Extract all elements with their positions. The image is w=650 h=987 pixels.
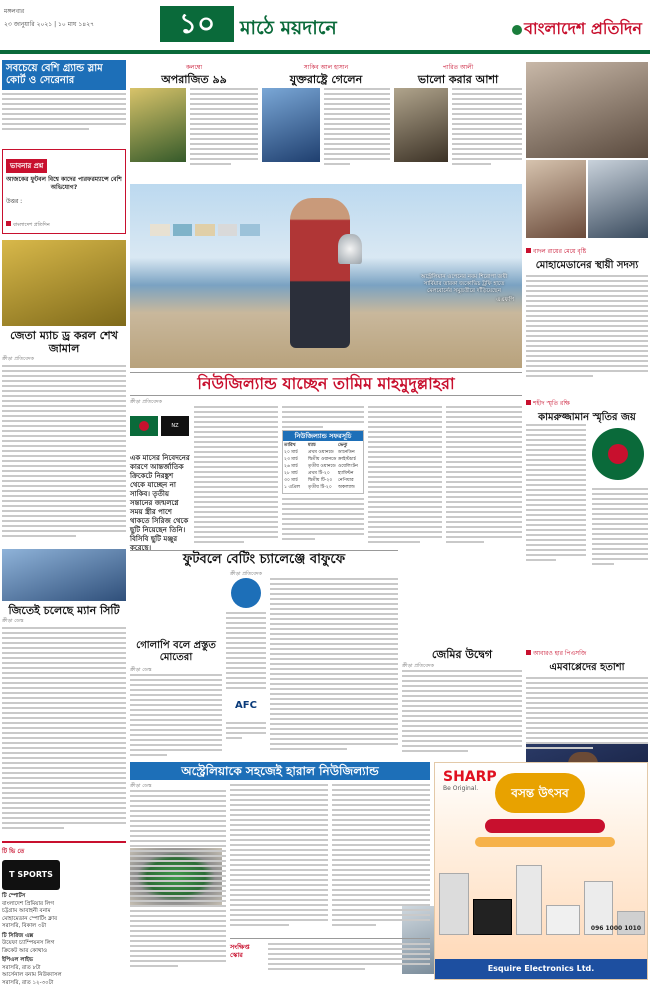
schedule-header: ম্যাচ bbox=[308, 443, 316, 448]
main-body-col2-top bbox=[282, 406, 364, 430]
top-story-1 bbox=[130, 62, 258, 180]
bullet-icon bbox=[526, 400, 531, 405]
jamie-body bbox=[402, 670, 522, 758]
bangladesh-flag-icon bbox=[130, 416, 158, 436]
football-byline: ক্রীড়া প্রতিবেদক bbox=[230, 571, 263, 577]
product-row bbox=[439, 855, 645, 935]
short-score-body bbox=[268, 943, 430, 979]
top-story-2-title: যুক্তরাষ্ট্রে গেলেন bbox=[289, 73, 363, 86]
schedule-cell: ২০ মার্চ bbox=[284, 450, 298, 455]
football-headline-bar bbox=[130, 550, 398, 570]
schedule-grid bbox=[283, 441, 363, 492]
bottom-body-col2 bbox=[230, 784, 328, 934]
page-number: ১০ bbox=[160, 6, 234, 42]
top-story-1-title: অপরাজিত ৯৯ bbox=[161, 73, 227, 86]
top-story-3-title: ভালো করার আশা bbox=[417, 73, 499, 86]
right-title-1: মোহামেডানের স্থায়ী সদস্য bbox=[535, 260, 639, 271]
schedule-cell: ক্রাইস্টচার্চ bbox=[338, 457, 357, 462]
offer-ribbon-2 bbox=[475, 837, 615, 847]
right-body-3 bbox=[526, 677, 648, 757]
right-body-2 bbox=[526, 424, 586, 574]
masthead bbox=[0, 0, 650, 58]
newspaper-logo: বাংলাদেশ প্রতিদিন bbox=[512, 16, 642, 43]
top-story-2 bbox=[262, 62, 390, 180]
top-story-3 bbox=[394, 62, 522, 180]
story2-byline: ক্রীড়া ডেস্ক bbox=[2, 618, 24, 624]
man-city-photo bbox=[2, 549, 126, 601]
top-story-1-label: কলম্বো bbox=[185, 64, 203, 71]
schedule-cell: ২৬ মার্চ bbox=[284, 464, 298, 469]
football-headline: ফুটবলে বেটিং চ্যালেঞ্জে বাফুফে bbox=[182, 552, 346, 567]
main-body-col2-bottom bbox=[282, 498, 364, 544]
refrigerator-icon bbox=[516, 865, 542, 935]
logo-icon bbox=[512, 25, 522, 35]
bullet-icon bbox=[6, 221, 11, 226]
poll-footer: বাংলাদেশ প্রতিদিন bbox=[6, 221, 122, 230]
basanta-utsab-badge: বসন্ত উৎসব bbox=[495, 773, 585, 813]
schedule-cell: ওয়েলিংটন bbox=[338, 464, 358, 469]
short-score-label: সংক্ষিপ্ত স্কোর bbox=[230, 943, 250, 959]
tv-guide-label: টি ভি তে bbox=[2, 848, 25, 855]
tv-guide-list: টি স্পোর্টস বাংলাদেশ প্রিমিয়ার লিগ চট্টগ্রাম আবাহনী বনাম মোহামেডান স্পোর্টিং ক্লাব সরাসরি, বিকাল ৩টা টি সিরিজ এক্স উয়েফা চ্যাম্পিয়নস লিগ ক্রিকেট আর কোথাও ইপিএল লাইভ সরাসরি, রাত ৮টা আর্সেনাল বনাম নিউক্যাসল সরাসরি, রাত ১২-৩০টা bbox=[2, 893, 62, 986]
jamie-headline: জেমির উদ্বেগ bbox=[431, 648, 493, 661]
section-title: মাঠে ময়দানে bbox=[240, 17, 337, 39]
main-byline: ক্রীড়া প্রতিবেদক bbox=[130, 399, 163, 405]
schedule-cell: ৩০ মার্চ bbox=[284, 478, 298, 483]
schedule-header: ভেন্যু bbox=[338, 443, 348, 448]
right-story-kamruzzaman bbox=[526, 398, 648, 578]
refrigerator-icon bbox=[439, 873, 469, 935]
motera-body bbox=[130, 674, 222, 758]
right-title-3: এমবাপ্পেদের হতাশা bbox=[549, 662, 625, 673]
right-body-2b bbox=[592, 488, 648, 574]
schedule-cell: দ্বিতীয় টি-২০ bbox=[308, 478, 333, 483]
washing-machine-icon bbox=[546, 905, 580, 935]
top-story-3-label: পারিত আলী bbox=[442, 64, 474, 71]
main-body-col4 bbox=[446, 406, 522, 544]
top-stories-row bbox=[130, 62, 522, 180]
tv-icon bbox=[473, 899, 513, 935]
main-body-col1 bbox=[194, 406, 278, 544]
left-box-body bbox=[2, 93, 126, 145]
left-column bbox=[2, 60, 126, 986]
schedule-cell: তৃতীয় ওয়ানডে bbox=[308, 464, 336, 469]
bottom-body-col3 bbox=[332, 784, 430, 934]
player-photo-3 bbox=[394, 88, 448, 162]
bottom-byline: ক্রীড়া ডেস্ক bbox=[130, 783, 152, 789]
short-score-box bbox=[230, 938, 430, 980]
right-photos-pair bbox=[526, 160, 648, 244]
schedule-cell: অকল্যান্ড bbox=[338, 485, 355, 490]
main-headline-bar bbox=[130, 372, 522, 396]
jamie-byline: ক্রীড়া প্রতিবেদক bbox=[402, 663, 435, 669]
main-story bbox=[130, 398, 522, 552]
player-figure bbox=[290, 198, 350, 348]
masthead-date: মঙ্গলবার ২৩ জানুয়ারি ২০২১ | ১০ মাঘ ১৪২৭ bbox=[4, 8, 95, 28]
motera-headline: গোলাপি বলে প্রস্তুত মোতেরা bbox=[136, 640, 216, 663]
hero-photo bbox=[130, 184, 522, 368]
right-tag-2: শহীদ স্মৃতি রক্ষি bbox=[526, 398, 648, 409]
sharp-tagline: Be Original. bbox=[443, 785, 479, 792]
schedule-table bbox=[282, 430, 364, 494]
schedule-cell: ডানেডিন bbox=[338, 450, 355, 455]
badal-roy-photo bbox=[526, 160, 586, 238]
new-zealand-logo-icon: NZ bbox=[161, 416, 189, 436]
schedule-cell: প্রথম ওয়ানডে bbox=[308, 450, 334, 455]
schedule-cell: হ্যামিল্টন bbox=[338, 471, 354, 476]
story1-title: জেতা ম্যাচ ড্র করল শেখ জামাল bbox=[10, 329, 118, 355]
poll-question: আজকের ফুটবল বিশ্বে কাদের পারফরম্যান্সে বেশি অভিযোগ? bbox=[6, 176, 122, 191]
sheikh-jamal-photo bbox=[2, 240, 126, 326]
bff-logo-area bbox=[226, 578, 266, 608]
main-pullquote: এক মাসের নিবেদনের কারণে আন্তর্জাতিক ক্রিকেটে নিরঙ্কুশ থেকে যাচ্ছেন না সাকিব। তৃতীয় সন্তানের জন্মলগ্নে সময় স্ত্রীর পাশে থাকতে সিরিজ থেকে ছুটি নিয়েছেন তিনি। বিসিবি ছুটি মঞ্জুর করেছে। bbox=[130, 454, 190, 552]
daughter-photo bbox=[588, 160, 648, 238]
hero-caption: অস্ট্রেলিয়ান ওপেনের নবম শিরোপা জয়ী সার্বিয়ার তারকা জকোভিচ ট্রফি হাতে মেলবোর্নের সমুদ্রতীরে দাঁড়িয়েছেন এএফপি bbox=[420, 274, 514, 303]
right-story-psg bbox=[526, 648, 648, 760]
schedule-cell: নেপিয়ার bbox=[338, 478, 354, 483]
sharp-logo: SHARP bbox=[443, 769, 497, 785]
bottom-body-col1 bbox=[130, 790, 226, 980]
offer-ribbon bbox=[485, 819, 605, 833]
schedule-title: নিউজিল্যান্ড সফরসূচি bbox=[283, 431, 363, 441]
right-tag-1: বাদল রায়ের মেয়ে বৃষ্টি bbox=[526, 246, 648, 257]
top-story-1-body bbox=[190, 88, 258, 178]
bottom-headline-bar bbox=[130, 762, 430, 780]
club-logo-icon bbox=[592, 428, 644, 480]
schedule-header: তারিখ bbox=[284, 443, 296, 448]
schedule-cell: তৃতীয় টি-২০ bbox=[308, 485, 332, 490]
tsports-logo: T SPORTS bbox=[2, 860, 60, 890]
poll-box bbox=[2, 149, 126, 234]
trophy-icon bbox=[338, 234, 362, 264]
right-title-2: কামরুজ্জামান স্মৃতির জয় bbox=[538, 412, 636, 423]
schedule-cell: ২৩ মার্চ bbox=[284, 457, 298, 462]
football-body-col1 bbox=[226, 612, 266, 752]
right-tag-3: আবারও হার পিএসজি bbox=[526, 648, 648, 659]
bullet-icon bbox=[526, 650, 531, 655]
top-story-2-label: সাকিব আল হাসান bbox=[303, 64, 349, 71]
right-photo-1 bbox=[526, 62, 648, 158]
schedule-cell: দ্বিতীয় ওয়ানডে bbox=[308, 457, 337, 462]
poll-answer-label: উত্তর : bbox=[6, 198, 23, 205]
player-photo-1 bbox=[130, 88, 186, 162]
story1-body bbox=[2, 365, 126, 545]
right-story-badal bbox=[526, 246, 648, 396]
poll-label: ভাবনার প্রশ্ন bbox=[6, 159, 47, 173]
flags bbox=[130, 406, 190, 446]
left-box-title: সবচেয়ে বেশি গ্র্যান্ড স্লাম কোর্ট ও সেরেনার bbox=[2, 60, 126, 90]
right-body-1 bbox=[526, 275, 648, 385]
main-body-col3 bbox=[368, 406, 442, 544]
main-headline: নিউজিল্যান্ড যাচ্ছেন তামিম মাহমুদুল্লাহরা bbox=[197, 374, 455, 393]
schedule-cell: প্রথম টি-২০ bbox=[308, 471, 330, 476]
tv-guide bbox=[2, 841, 126, 987]
motera-byline: ক্রীড়া ডেস্ক bbox=[130, 667, 152, 673]
esquire-logo: Esquire Electronics Ltd. bbox=[435, 959, 647, 979]
bullet-icon bbox=[526, 248, 531, 253]
beach-huts bbox=[150, 224, 260, 236]
football-body-col2 bbox=[270, 578, 398, 758]
top-story-2-body bbox=[324, 88, 390, 178]
schedule-cell: ২৮ মার্চ bbox=[284, 471, 298, 476]
masthead-rule bbox=[0, 50, 650, 54]
story2-title: জিতেই চলেছে ম্যান সিটি bbox=[8, 604, 120, 617]
story1-byline: ক্রীড়া প্রতিবেদক bbox=[2, 356, 35, 362]
bff-logo-icon bbox=[231, 578, 261, 608]
sharp-ad[interactable] bbox=[434, 762, 648, 980]
top-story-3-body bbox=[452, 88, 522, 178]
story2-body bbox=[2, 627, 126, 837]
shakib-photo bbox=[262, 88, 320, 162]
schedule-cell: ১ এপ্রিল bbox=[284, 485, 301, 490]
bottom-headline: অস্ট্রেলিয়াকে সহজেই হারাল নিউজিল্যান্ড bbox=[181, 764, 379, 778]
ad-hotline: 096 1000 1010 bbox=[590, 925, 641, 932]
afc-logo: AFC bbox=[226, 690, 266, 722]
